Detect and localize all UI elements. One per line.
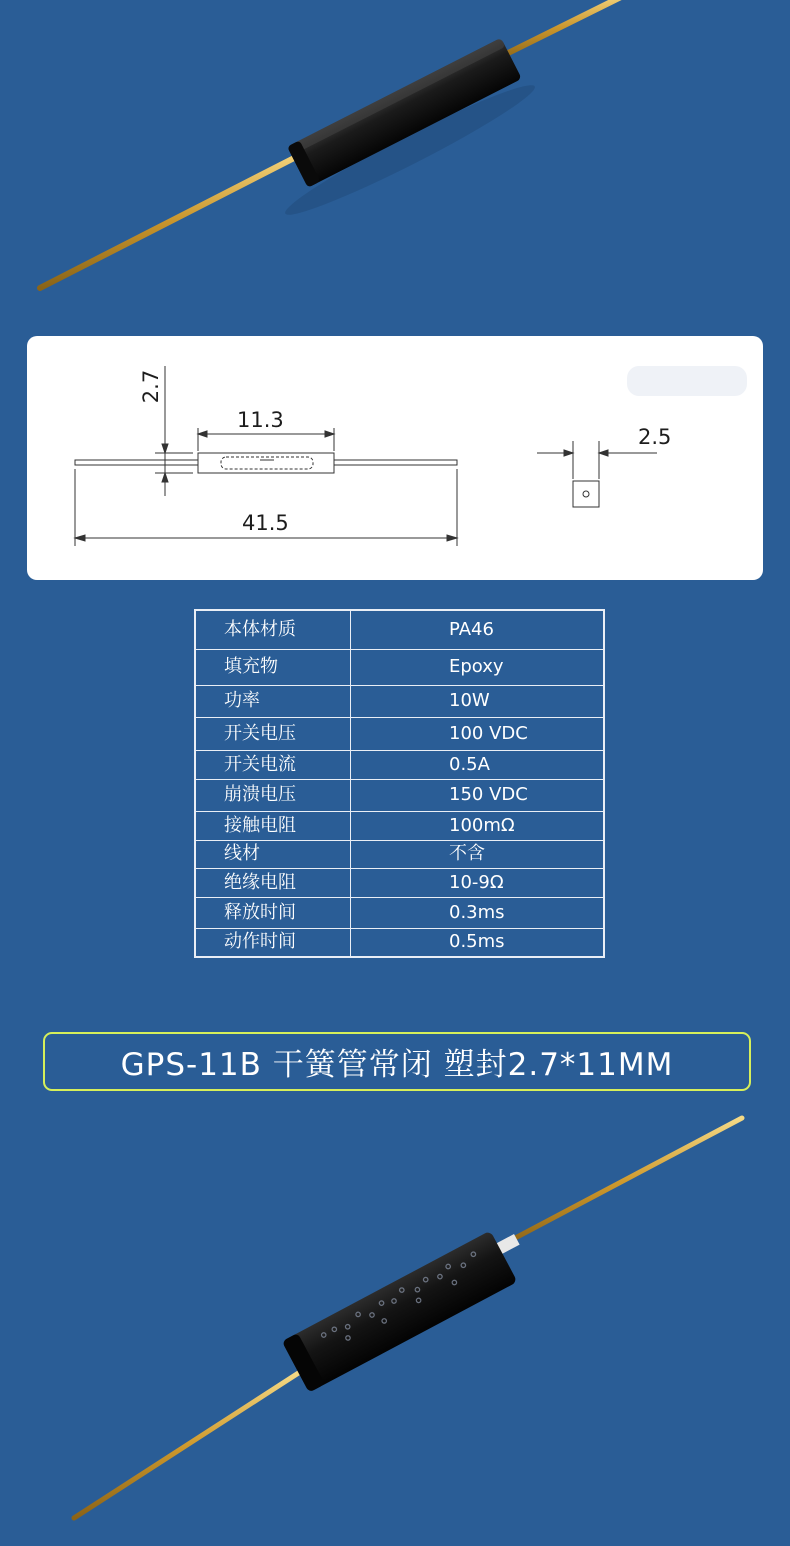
spec-value: 0.3ms bbox=[351, 897, 605, 928]
spec-label: 开关电流 bbox=[195, 750, 351, 779]
spec-value: 10-9Ω bbox=[351, 868, 605, 897]
spec-value: 100mΩ bbox=[351, 811, 605, 840]
spec-label: 本体材质 bbox=[195, 610, 351, 649]
product-title: GPS-11B 干簧管常闭 塑封2.7*11MM bbox=[120, 1047, 674, 1083]
spec-label: 接触电阻 bbox=[195, 811, 351, 840]
table-row bbox=[195, 840, 604, 868]
spec-value: 100 VDC bbox=[351, 717, 605, 750]
reed-switch-top-image bbox=[0, 0, 790, 330]
table-row bbox=[195, 750, 604, 779]
spec-value: PA46 bbox=[351, 610, 605, 649]
table-row bbox=[195, 610, 604, 649]
body-length-dimension: 11.3 bbox=[237, 408, 284, 432]
spec-table bbox=[194, 609, 605, 958]
spec-value: 不含 bbox=[351, 840, 605, 868]
table-row bbox=[195, 685, 604, 717]
table-row bbox=[195, 811, 604, 840]
spec-value: 0.5ms bbox=[351, 928, 605, 957]
table-row bbox=[195, 897, 604, 928]
spec-label: 开关电压 bbox=[195, 717, 351, 750]
spec-value: 0.5A bbox=[351, 750, 605, 779]
lead-wire bbox=[500, 1118, 742, 1246]
spec-label: 释放时间 bbox=[195, 897, 351, 928]
spec-label: 填充物 bbox=[195, 649, 351, 685]
lead-wire bbox=[490, 0, 625, 62]
table-row bbox=[195, 868, 604, 897]
lead-wire bbox=[40, 155, 300, 288]
spec-label: 绝缘电阻 bbox=[195, 868, 351, 897]
total-length-dimension: 41.5 bbox=[242, 511, 289, 535]
table-row bbox=[195, 779, 604, 811]
spec-label: 崩溃电压 bbox=[195, 779, 351, 811]
reed-switch-body bbox=[282, 1231, 518, 1393]
spec-value: Epoxy bbox=[351, 649, 605, 685]
product-title-banner bbox=[43, 1032, 751, 1091]
dimension-lines bbox=[27, 336, 763, 580]
spec-label: 动作时间 bbox=[195, 928, 351, 957]
side-width-dimension: 2.5 bbox=[638, 425, 672, 449]
reed-switch-bottom-image bbox=[0, 1100, 790, 1546]
thickness-dimension: 2.7 bbox=[139, 369, 164, 404]
spec-value: 150 VDC bbox=[351, 779, 605, 811]
spec-value: 10W bbox=[351, 685, 605, 717]
lead-wire bbox=[74, 1372, 300, 1518]
dimension-drawing bbox=[27, 336, 763, 580]
table-row bbox=[195, 649, 604, 685]
spec-label: 功率 bbox=[195, 685, 351, 717]
top-product-photo bbox=[0, 0, 790, 330]
spec-label: 线材 bbox=[195, 840, 351, 868]
table-row bbox=[195, 928, 604, 957]
bottom-product-photo bbox=[0, 1100, 790, 1546]
table-row bbox=[195, 717, 604, 750]
